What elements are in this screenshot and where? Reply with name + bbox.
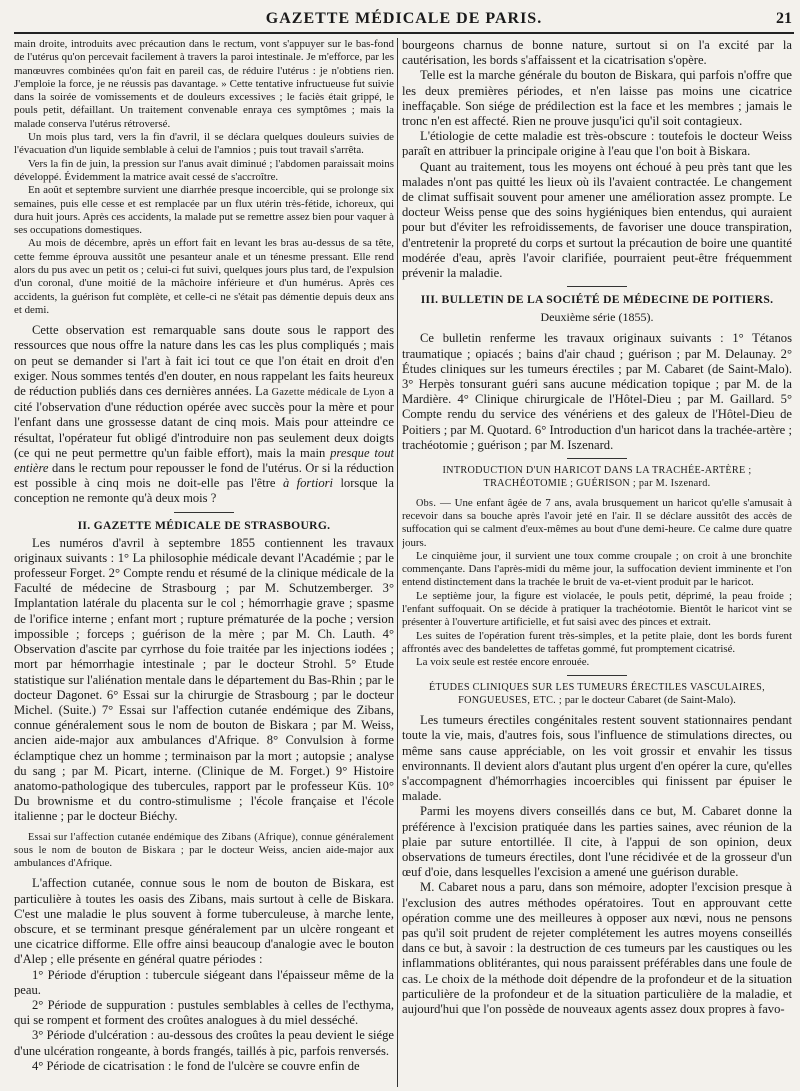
article-heading: ÉTUDES CLINIQUES SUR LES TUMEURS ÉRECTILES VASCULAIRES, FONGUEUSES, ETC. ; par le docteur Cabaret (de Saint-Malo). [428, 681, 766, 706]
series-label: Deuxième série (1855). [540, 310, 654, 325]
article-heading: Essai sur l'affection cutanée endémique des Zibans (Afrique), connue généralement sous le nom de bouton de Biskara ; par le docteur Weiss, ancien aide-major aux ambulances d'Afrique. [14, 831, 394, 870]
list-item: 1° Période d'éruption : tubercule siégeant dans l'épaisseur même de la peau. [14, 967, 394, 997]
list-item: 4° Période de cicatrisation : le fond de l'ulcère se couvre enfin de [32, 1058, 360, 1073]
paragraph: En août et septembre survient une diarrhée presque incoercible, qui se prolonge six semaines, puis elle cesse et est remplacée par un flux utérin très-fétide, ichoreux, qui dura huit jours. Après ces accidents, la malade put se remettre assez bien pour vaquer à ses occupations domestiques. [14, 184, 394, 237]
paragraph: La voix seule est restée encore enrouée. [416, 656, 590, 669]
paragraph: M. Cabaret nous a paru, dans son mémoire, adopter l'excision presque à l'exclusion des autres méthodes opératoires. Tout en approuvant cette opération comme une des meilleures à opposer aux nœvi, nous ne pensons pas qu'il soit prudent de rejeter complétement les autres moyens conseillés dans ce but, à savoir : la destruction de ces tumeurs par les caustiques ou les inflammations oblitérantes, qui nous paraissent préférables dans une foule de cas. Le choix de la méthode doit dépendre de la profondeur et de la situation particulière de la profondeur et de la situation particulière de la maladie, et aujourd'hui que l'on possède de nouveaux agents assez doux propres à favo- [402, 880, 792, 1016]
paragraph: Au mois de décembre, après un effort fait en levant les bras au-dessus de sa tête, cette femme éprouva aussitôt une pesanteur anale et un ténesme pressant. Elle rend alors du pus avec un petit os ; celui-ci fut suivi, quelques jours plus tard, de l'expulsion d'un coronal, d'une moitié de la mâchoire inférieure et d'un humérus. Après ces accidents, la guérison fut complète, et celle-ci ne s'était pas démentie depuis deux ans et demi. [14, 237, 394, 316]
section-divider [174, 512, 234, 513]
paragraph: Ce bulletin renferme les travaux originaux suivants : 1° Tétanos traumatique ; opiacés ; bains d'air chaud ; guérison ; par M. Delaunay. 2° Études cliniques sur les tumeurs érectiles ; par M. Cabaret (de Saint-Malo). 3° Herpès tonsurant guéri sans aucune médication topique ; par M. de la Mardière. 4° Clinique chirurgicale de l'Hôtel-Dieu ; par M. Gaillard. 5° Compte rendu du service des vénériens et des galeux de l'Hôtel-Dieu de Poitiers ; par M. Quotard. 6° Introduction d'un haricot dans la trachée-artère ; trachéotomie ; guérison ; par M. Iszenard. [402, 331, 792, 452]
list-item: 2° Période de suppuration : pustules semblables à celles de l'ecthyma, qui se rompent et forment des croûtes analogues à du miel desséché. [14, 998, 394, 1028]
section-heading: III. BULLETIN DE LA SOCIÉTÉ DE MÉDECINE DE POITIERS. [420, 293, 774, 307]
paragraph: Telle est la marche générale du bouton de Biskara, qui parfois n'offre que les deux premières périodes, et n'en laisse pas moins une cicatrice ineffaçable. Son siége de prédilection est la face et les membres ; jamais le tronc n'en est affecté. Rien ne prouve jusqu'ici qu'il soit contagieux. [402, 68, 792, 129]
paragraph: Les suites de l'opération furent très-simples, et la petite plaie, dont les bords furent affrontés avec des bandelettes de taffetas gommé, fut promptement cicatrisé. [402, 629, 792, 655]
section-divider [567, 458, 627, 459]
paragraph: L'étiologie de cette maladie est très-obscure : toutefois le docteur Weiss paraît en attribuer la principale origine à l'eau que l'on boit à Biskara. [402, 129, 792, 159]
paragraph: bourgeons charnus de bonne nature, surtout si on l'a excité par la cautérisation, les bords s'affaissent et la cicatrisation s'opère. [402, 38, 792, 68]
paragraph: Le septième jour, la figure est violacée, le pouls petit, déprimé, la peau froide ; l'enfant suffoquait. On se décide à pratiquer la trachéotomie. Bientôt le haricot vint se présenter à l'ouverture artificielle, et fut saisi avec des pinces et extrait. [402, 589, 792, 629]
paragraph: Les numéros d'avril à septembre 1855 contiennent les travaux originaux suivants : 1° La philosophie médicale devant l'Académie ; par le professeur Forget. 2° Compte rendu et résumé de la clinique médicale de la Faculté de médecine de Strasbourg ; par M. Schutzemberger. 3° Implantation latérale du placenta sur le col ; hémorrhagie grave ; spasme de l'orifice interne ; enfant mort ; rupture prématurée de la poche ; version impossible ; forceps ; guérison de la mère ; par M. Ch. Lauth. 4° Observation d'ascite par cyrrhose du foie traitée par les injections iodées ; mort par hémorrhagie intestinale ; par le docteur Strohl. 5° Etude statistique sur l'aliénation mentale dans le département du Bas-Rhin ; par le docteur Dagonet. 6° Essai sur la chirurgie de Strasbourg ; par le docteur Michel. (Suite.) 7° Essai sur l'affection cutanée endémique des Zibans, connue généralement sous le nom de bouton de Biskara ; par M. Weiss, ancien aide-major aux ambulances d'Afrique. 8° Convulsion à forme éclamptique chez un homme ; terminaison par la mort ; autopsie ; analyse du sang ; par M. Picart, interne. (Clinique de M. Forget.) 9° Histoire anatomo-pathologique des tubercules, rapport par le professeur Küs. 10° Du brownisme et du contro-stimulisme ; l'école française et l'école italienne ; par le docteur Biéchy. [14, 535, 394, 824]
paragraph: Quant au traitement, tous les moyens ont échoué à peu près tant que les malades n'ont pas quitté les lieux où ils l'avaient contractée. Le changement de climat suffisait souvent pour amener une amélioration assez prompte. Le docteur Weiss pense que des soins hygiéniques bien entendus, qui auraient pour but d'éviter les refroidissements, de favoriser une douce transpiration, d'entretenir la propreté du corps et surtout la précaution de boire une quantité modérée d'eau, après l'avoir clarifiée, pourraient peut-être fréquemment prévenir la maladie. [402, 159, 792, 281]
paragraph: Un mois plus tard, vers la fin d'avril, il se déclara quelques douleurs suivies de l'évacuation d'un liquide semblable à celui de l'amnios ; puis tout travail s'arrêta. [14, 131, 394, 157]
commentary [14, 323, 394, 506]
right-column [402, 38, 792, 1087]
paragraph: main droite, introduits avec précaution dans le rectum, vont s'appuyer sur le bas-fond de l'utérus qu'on percevait facilement à travers la paroi intestinale. Je m'efforce, par les manœuvres combinées qu'on fait en pareil cas, de réduire l'utérus : je n'obtiens rien. J'emploie la force, je ne réussis pas davantage. » Cette tentative infructueuse fut suivie dans la soirée de vomissements et de douleurs excessives ; le faciès était grippé, le pouls petit, défaillant. Un traitement convenable enraya ces symptômes ; mais la malade conserva l'utérus rétroversé. [14, 38, 394, 130]
article-heading: INTRODUCTION D'UN HARICOT DANS LA TRACHÉE-ARTÈRE ; TRACHÉOTOMIE ; GUÉRISON ; par M. Iszenard. [442, 465, 752, 490]
paragraph: Obs. — Une enfant âgée de 7 ans, avala brusquement un haricot qu'elle s'amusait à recevoir dans sa bouche après l'avoir jeté en l'air. Il se déclare aussitôt des accès de suffocation qui se calment d'eux-mêmes au bout d'une demi-heure. Ce calme dure quatre jours. [402, 496, 792, 549]
paragraph: Les tumeurs érectiles congénitales restent souvent stationnaires pendant toute la vie, mais, d'autres fois, sous l'influence de stimulations directes, ou même sans cause appréciable, on les voit grossir et envahir les tissus environnants. Il devient alors d'autant plus urgent d'en opérer la cure, qu'elles s'accompagnent d'hémorrhagies incoercibles qui finissent par épuiser le malade. [402, 713, 792, 804]
paragraph: Le cinquième jour, il survient une toux comme croupale ; on croit à une bronchite commençante. Dans l'après-midi du même jour, la suffocation devient imminente et l'on entend distinctement dans la trachée le bruit de va-et-vient produit par le haricot. [402, 549, 792, 589]
left-column [14, 38, 394, 1087]
paragraph: Parmi les moyens divers conseillés dans ce but, M. Cabaret donne la préférence à l'excision pratiquée dans les parties saines, avec réunion de la plaie par suture entortillée. Il cite, à l'appui de son opinion, deux observations de tumeurs érectiles, dont l'une récidivée et de la grosseur d'un œuf d'oie, dans lesquelles l'excision a amené une guérison durable. [402, 804, 792, 880]
column-divider [397, 38, 398, 1087]
section-heading: II. GAZETTE MÉDICALE DE STRASBOURG. [77, 518, 331, 532]
paragraph: Cette observation est remarquable sans doute sous le rapport des ressources que nous offre la nature dans les cas les plus compliqués ; mais on peut se demander si l'art à fait ici tout ce que l'on était en droit d'en exiger. Nous sommes tentés d'en douter, en nous rappelant les faits heureux de réduction publiés dans ces dernières années. La Gazette médicale de Lyon a cité l'observation d'une réduction opérée avec succès pour la mère et pour l'enfant dans une grossesse datant de cinq mois. Mais pour atteindre ce résultat, l'opérateur fut obligé d'introduire non pas seulement deux doigts (ce qui ne peut permettre qu'un faible effort), mais la main presque tout entière dans le rectum pour repousser le fond de l'utérus. Or si la réduction est possible à cinq mois ne doit-elle pas l'être à fortiori lorsque la conception ne remonte qu'à deux mois ? [14, 323, 394, 506]
page-number: 21 [776, 10, 792, 27]
journal-title: GAZETTE MÉDICALE DE PARIS. [265, 10, 543, 27]
paragraph: L'affection cutanée, connue sous le nom de bouton de Biskara, est particulière à toutes les oasis des Zibans, mais surtout à celle de Biskara. C'est une maladie le plus souvent à forme tuberculeuse, à marche lente, obscure, et se terminant presque généralement par un ulcère rongeant et une cicatrice difforme. Elle offre ainsi beaucoup d'analogie avec le bouton d'Alep ; elle présente en général quatre périodes : [14, 876, 394, 967]
section-divider [567, 286, 627, 287]
list-item: 3° Période d'ulcération : au-dessous des croûtes la peau devient le siége d'une ulcération rongeante, à bords frangés, taillés à pic, parfois renversés. [14, 1028, 394, 1058]
case-report-continuation [14, 38, 394, 317]
page-header [14, 6, 794, 34]
paragraph: Vers la fin de juin, la pression sur l'anus avait diminué ; l'abdomen paraissait moins développé. Évidemment la matrice avait cessé de s'accroître. [14, 157, 394, 183]
section-divider [567, 675, 627, 676]
journal-name: Gazette médicale de Lyon [271, 387, 386, 399]
